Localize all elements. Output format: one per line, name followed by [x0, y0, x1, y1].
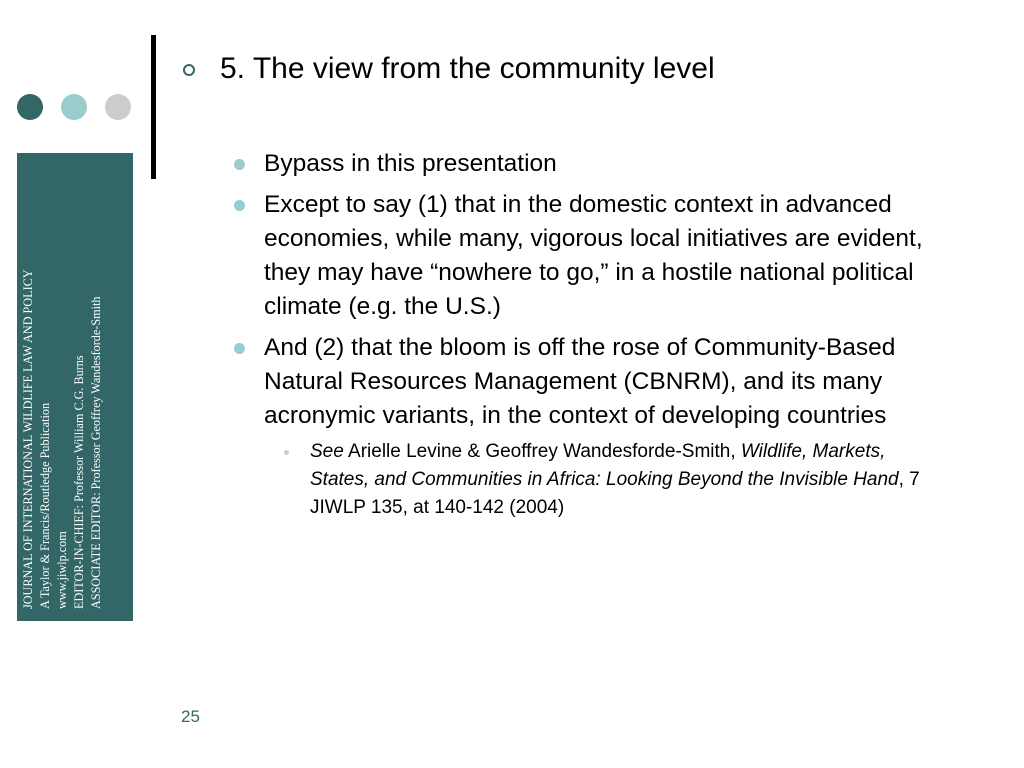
journal-editor-in-chief: EDITOR-IN-CHIEF: Professor William C.G. Burns [72, 355, 86, 609]
decor-dot-teal [61, 94, 87, 120]
bullet-text: Bypass in this presentation [264, 150, 557, 177]
decor-dot-dark [17, 94, 43, 120]
journal-website: www.jiwlp.com [55, 531, 69, 609]
journal-side-panel [17, 153, 133, 621]
bullet-text: And (2) that the bloom is off the rose of Community-Based Natural Resources Management (CBNRM), and its many acronymic variants, in the context of developing countries [264, 334, 896, 429]
bullet-item [232, 147, 932, 181]
bullet-text: Except to say (1) that in the domestic context in advanced economies, while many, vigorous local initiatives are evident, they may have “nowhere to go,” in a hostile national political climate (e.g. the U.S.) [264, 191, 923, 320]
journal-publisher: A Taylor & Francis/Routledge Publication [38, 402, 52, 609]
page-number: 25 [181, 707, 200, 726]
slide-title: 5. The view from the community level [220, 52, 715, 85]
bullet-dot-icon [234, 343, 245, 354]
citation-see: See [310, 441, 344, 462]
journal-associate-editor: ASSOCIATE EDITOR: Professor Geoffrey Wandesforde-Smith [89, 296, 103, 609]
bullet-dot-icon [234, 200, 245, 211]
sub-bullet-dot-icon [284, 450, 289, 455]
journal-info [17, 157, 133, 617]
citation-reference: , 7 JIWLP 135, at 140-142 (2004) [310, 469, 920, 518]
journal-name: JOURNAL OF INTERNATIONAL WILDLIFE LAW AND POLICY [21, 269, 35, 609]
sub-bullet-item [310, 438, 930, 522]
bullet-dot-icon [234, 159, 245, 170]
title-bullet-icon [183, 64, 195, 76]
bullet-list [232, 147, 932, 522]
citation-authors: Arielle Levine & Geoffrey Wandesforde-Smith, [343, 441, 741, 462]
title-divider-bar [151, 35, 156, 179]
bullet-item [232, 188, 932, 324]
citation-title: Wildlife, Markets, States, and Communities in Africa: Looking Beyond the Invisible Hand [310, 441, 899, 490]
slide-title-row [183, 52, 715, 86]
bullet-item [232, 331, 932, 433]
decor-dot-gray [105, 94, 131, 120]
